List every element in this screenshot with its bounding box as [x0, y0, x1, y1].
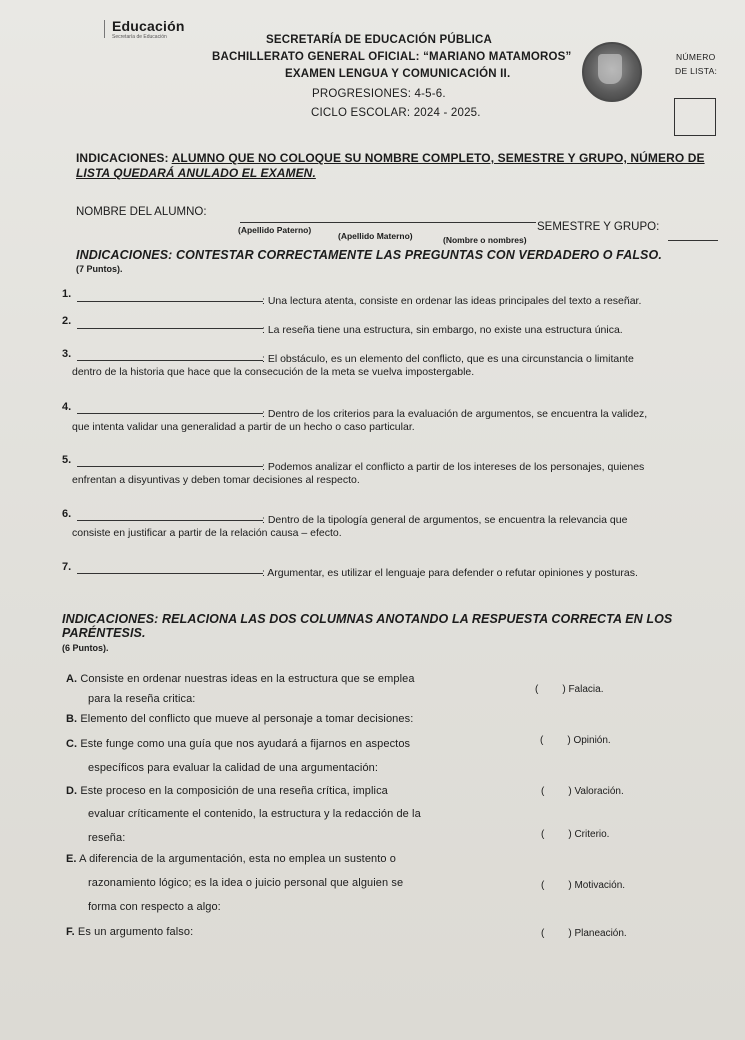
q3-text: : El obstáculo, es un elemento del conflicto, que es una circunstancia o limitante [262, 353, 634, 365]
match-e-line3: forma con respecto a algo: [88, 901, 221, 913]
q1-answer-line[interactable] [77, 301, 263, 302]
q7-text: : Argumentar, es utilizar el lenguaje para defender o refutar opiniones y posturas. [262, 567, 638, 579]
match-a-line1: A. Consiste en ordenar nuestras ideas en la estructura que se emplea [66, 673, 415, 685]
bachillerato-title: BACHILLERATO GENERAL OFICIAL: “MARIANO MATAMOROS” [212, 51, 572, 63]
semestre-label: SEMESTRE Y GRUPO: [537, 221, 660, 233]
ciclo-escolar: CICLO ESCOLAR: 2024 - 2025. [311, 107, 481, 119]
match-motivacion[interactable]: ( ) Motivación. [541, 880, 626, 891]
list-number-box[interactable] [674, 98, 716, 136]
match-b-line1: B. Elemento del conflicto que mueve al personaje a tomar decisiones: [66, 713, 414, 725]
match-planeacion[interactable]: ( ) Planeación. [541, 928, 627, 939]
lista-label: DE LISTA: [675, 66, 718, 76]
q5-number: 5. [62, 454, 72, 466]
logo-divider [104, 20, 105, 38]
match-d-line1: D. Este proceso en la composición de una reseña crítica, implica [66, 785, 388, 797]
q2-text: : La reseña tiene una estructura, sin embargo, no existe una estructura única. [262, 324, 623, 336]
match-falacia[interactable]: ( ) Falacia. [535, 684, 604, 695]
exam-title: EXAMEN LENGUA Y COMUNICACIÓN II. [285, 68, 511, 80]
q1-number: 1. [62, 288, 72, 300]
match-opinion[interactable]: ( ) Opinión. [540, 735, 611, 746]
logo-text: Educación [112, 18, 185, 34]
q5-answer-line[interactable] [77, 466, 263, 467]
secretaria-title: SECRETARÍA DE EDUCACIÓN PÚBLICA [266, 34, 492, 46]
match-criterio[interactable]: ( ) Criterio. [541, 829, 610, 840]
match-e-line2: razonamiento lógico; es la idea o juicio personal que alguien se [88, 877, 404, 889]
q2-answer-line[interactable] [77, 328, 263, 329]
q6-number: 6. [62, 508, 72, 520]
q6-answer-line[interactable] [77, 520, 263, 521]
sub-paterno: (Apellido Paterno) [238, 225, 312, 235]
sub-materno: (Apellido Materno) [338, 231, 413, 241]
section2-title-line1: INDICACIONES: RELACIONA LAS DOS COLUMNAS ANOTANDO LA RESPUESTA CORRECTA EN LOS [62, 612, 673, 626]
match-d-line3: reseña: [88, 832, 126, 844]
q6-text-cont: consiste en justificar a partir de la relación causa – efecto. [72, 527, 342, 539]
q4-answer-line[interactable] [77, 413, 263, 414]
match-c-line2: específicos para evaluar la calidad de una argumentación: [88, 762, 379, 774]
match-d-line2: evaluar críticamente el contenido, la estructura y la redacción de la [88, 808, 421, 820]
q2-number: 2. [62, 315, 72, 327]
progresiones: PROGRESIONES: 4-5-6. [312, 88, 446, 100]
school-seal-icon [582, 42, 642, 102]
match-c-line1: C. Este funge como una guía que nos ayudará a fijarnos en aspectos [66, 738, 411, 750]
match-a-line2: para la reseña critica: [88, 693, 196, 705]
match-f-line1: F. Es un argumento falso: [66, 926, 194, 938]
q5-text: : Podemos analizar el conflicto a partir de los intereses de los personajes, quienes [262, 461, 645, 473]
section1-points: (7 Puntos). [76, 264, 123, 274]
q4-text-cont: que intenta validar una generalidad a partir de un hecho o caso particular. [72, 421, 415, 433]
q6-text: : Dentro de la tipología general de argumentos, se encuentra la relevancia que [262, 514, 628, 526]
semestre-field[interactable] [668, 240, 718, 241]
indicaciones-warning: ALUMNO QUE NO COLOQUE SU NOMBRE COMPLETO, SEMESTRE Y GRUPO, NÚMERO DE [171, 151, 705, 165]
nombre-field[interactable] [240, 222, 536, 223]
section1-title: INDICACIONES: CONTESTAR CORRECTAMENTE LAS PREGUNTAS CON VERDADERO O FALSO. [76, 248, 662, 262]
q3-answer-line[interactable] [77, 360, 263, 361]
match-valoracion[interactable]: ( ) Valoración. [541, 786, 624, 797]
indicaciones-prefix: INDICACIONES: [76, 151, 172, 165]
sub-nombre: (Nombre o nombres) [443, 235, 527, 245]
section2-title-line2: PARÉNTESIS. [62, 626, 146, 640]
q7-number: 7. [62, 561, 72, 573]
match-e-line1: E. A diferencia de la argumentación, esta no emplea un sustento o [66, 853, 397, 865]
q7-answer-line[interactable] [77, 573, 263, 574]
q4-number: 4. [62, 401, 72, 413]
indicaciones-top-line2: LISTA QUEDARÁ ANULADO EL EXAMEN. [76, 166, 316, 180]
q3-text-cont: dentro de la historia que hace que la consecución de la meta se vuelva impostergable. [72, 366, 475, 378]
q3-number: 3. [62, 348, 72, 360]
logo-subtext: Secretaría de Educación [112, 34, 167, 40]
section2-points: (6 Puntos). [62, 643, 109, 653]
q1-text: : Una lectura atenta, consiste en ordenar las ideas principales del texto a reseñar. [262, 295, 642, 307]
q5-text-cont: enfrentan a disyuntivas y deben tomar decisiones al respecto. [72, 474, 360, 486]
indicaciones-top-line1 [76, 151, 705, 165]
q4-text: : Dentro de los criterios para la evaluación de argumentos, se encuentra la validez, [262, 408, 648, 420]
nombre-label: NOMBRE DEL ALUMNO: [76, 206, 207, 218]
numero-label: NÚMERO [676, 52, 716, 62]
